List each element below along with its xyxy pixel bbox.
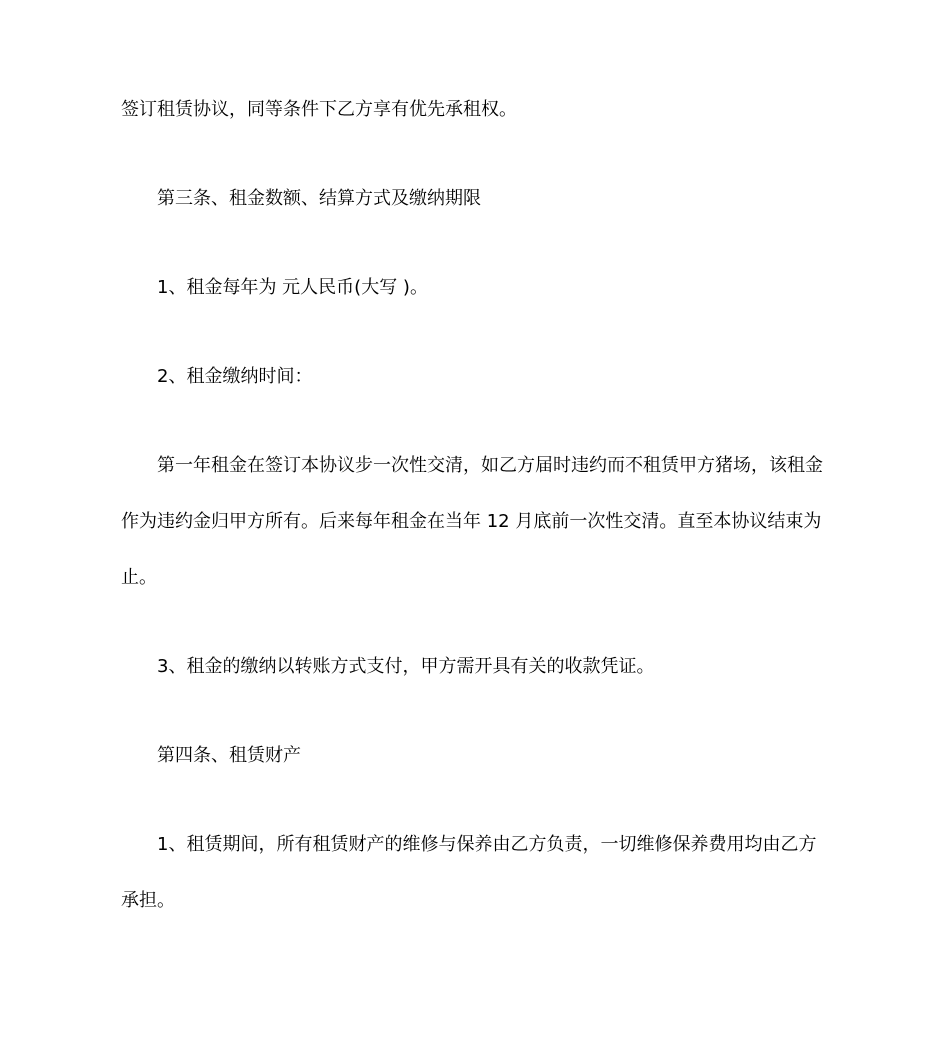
paragraph-line: 签订租赁协议，同等条件下乙方享有优先承租权。 — [121, 99, 517, 120]
paragraph-line: 作为违约金归甲方所有。后来每年租金在当年 12 月底前一次性交清。直至本协议结束为 — [121, 511, 822, 532]
clause-line: 1、租赁期间，所有租赁财产的维修与保养由乙方负责，一切维修保养费用均由乙方 — [157, 834, 817, 855]
article-heading: 第三条、租金数额、结算方式及缴纳期限 — [157, 188, 481, 209]
paragraph-line: 止。 — [121, 567, 157, 588]
paragraph-line: 承担。 — [121, 890, 175, 911]
clause-line: 1、租金每年为 元人民币(大写 )。 — [157, 277, 428, 298]
paragraph-line: 第一年租金在签订本协议步一次性交清，如乙方届时违约而不租赁甲方猪场，该租金 — [157, 455, 823, 476]
clause-line: 3、租金的缴纳以转账方式支付，甲方需开具有关的收款凭证。 — [157, 656, 655, 677]
clause-line: 2、租金缴纳时间： — [157, 366, 313, 387]
article-heading: 第四条、租赁财产 — [157, 745, 301, 766]
